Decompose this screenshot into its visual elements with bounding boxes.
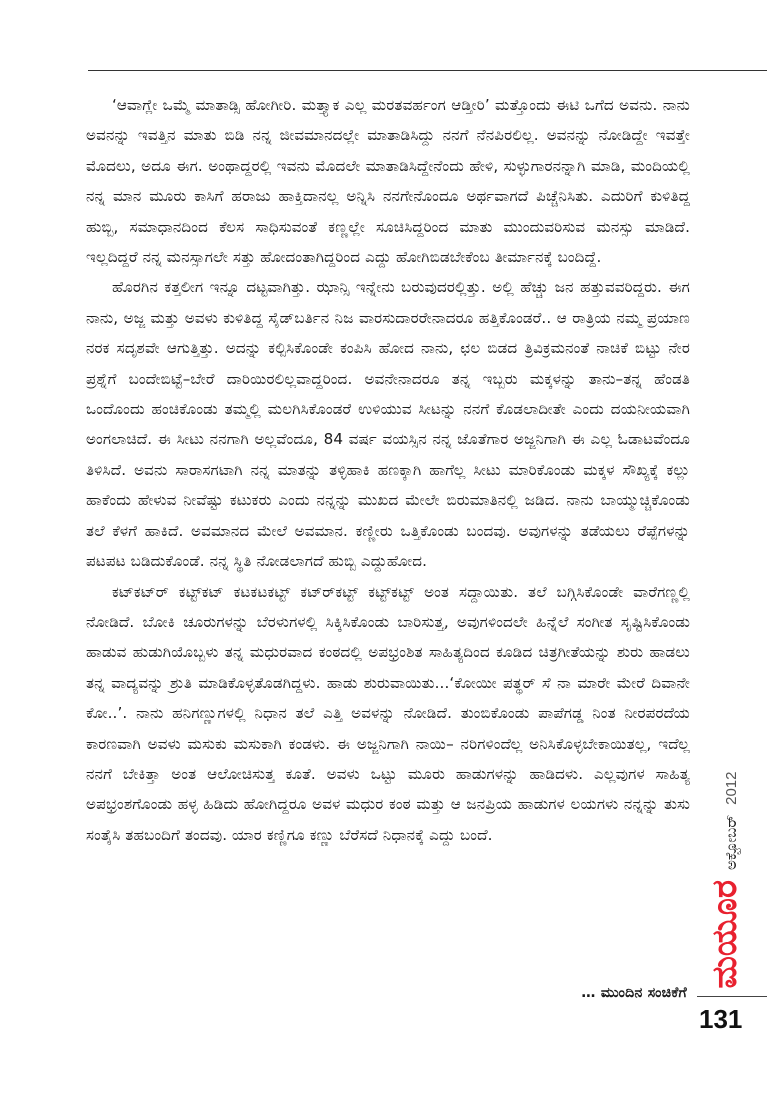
top-rule [88,70,767,71]
paragraph-2: ಹೊರಗಿನ ಕತ್ತಲೀಗ ಇನ್ನೂ ದಟ್ಟವಾಗಿತ್ತು. ಝಾನ್ಸಿ ಇನ್ನೇನು ಬರುವುದರಲ್ಲಿತ್ತು. ಅಲ್ಲಿ ಹೆಚ್ಚು ಜನ ಹತ್ತುವವರಿದ್ದರು. ಈಗ ನಾನು, ಅಜ್ಜ ಮತ್ತು ಅವಳು ಕುಳಿತಿದ್ದ ಸೈಡ್‌ಬರ್ತಿನ ನಿಜ ವಾರಸುದಾರರೇನಾದರೂ ಹತ್ತಿಕೊಂಡರೆ.. ಆ ರಾತ್ರಿಯ ನಮ್ಮ ಪ್ರಯಾಣ ನರಕ ಸದೃಶವೇ ಆಗುತ್ತಿತ್ತು. ಅದನ್ನು ಕಲ್ಪಿಸಿಕೊಂಡೇ ಕಂಪಿಸಿ ಹೋದ ನಾನು, ಛಲ ಬಿಡದ ತ್ರಿವಿಕ್ರಮನಂತೆ ನಾಚಿಕೆ ಬಿಟ್ಟು ನೇರ ಪ್ರಶ್ನೆಗೆ ಬಂದೇಬಿಟ್ಟೆ–ಬೇರೆ ದಾರಿಯಿರಲಿಲ್ಲವಾದ್ದರಿಂದ. ಅವನೇನಾದರೂ ತನ್ನ ಇಬ್ಬರು ಮಕ್ಕಳನ್ನು ತಾನು–ತನ್ನ ಹೆಂಡತಿ ಒಂದೊಂದು ಹಂಚಿಕೊಂಡು ತಮ್ಮಲ್ಲಿ ಮಲಗಿಸಿಕೊಂಡರೆ ಉಳಿಯುವ ಸೀಟನ್ನು ನನಗೆ ಕೊಡಲಾದೀತೇ ಎಂದು ದಯನೀಯವಾಗಿ ಅಂಗಲಾಚಿದೆ. ಈ ಸೀಟು ನನಗಾಗಿ ಅಲ್ಲವೆಂದೂ, 84 ವರ್ಷ ವಯಸ್ಸಿನ ನನ್ನ ಜೊತೆಗಾರ ಅಜ್ಜನಿಗಾಗಿ ಈ ಎಲ್ಲ ಓಡಾಟವೆಂದೂ ತಿಳಿಸಿದೆ. ಅವನು ಸಾರಾಸಗಟಾಗಿ ನನ್ನ ಮಾತನ್ನು ತಳ್ಳಿಹಾಕಿ ಹಣಕ್ಕಾಗಿ ಹಾಗೆಲ್ಲ ಸೀಟು ಮಾರಿಕೊಂಡು ಮಕ್ಕಳ ಸೌಖ್ಯಕ್ಕೆ ಕಲ್ಲು ಹಾಕೆಂದು ಹೇಳುವ ನೀವೆಷ್ಟು ಕಟುಕರು ಎಂದು ನನ್ನನ್ನು ಮುಖದ ಮೇಲೇ ಬಿರುಮಾತಿನಲ್ಲಿ ಜಡಿದ. ನಾನು ಬಾಯ್ಮುಚ್ಚಿಕೊಂಡು ತಲೆ ಕೆಳಗೆ ಹಾಕಿದೆ. ಅವಮಾನದ ಮೇಲೆ ಅವಮಾನ. ಕಣ್ಣೀರು ಒತ್ತಿಕೊಂಡು ಬಂದವು. ಅವುಗಳನ್ನು ತಡೆಯಲು ರೆಪ್ಪೆಗಳನ್ನು ಪಟಪಟ ಬಡಿದುಕೊಂಡೆ. ನನ್ನ ಸ್ಥಿತಿ ನೋಡಲಾಗದೆ ಹುಬ್ಬಿ ಎದ್ದುಹೋದ. [86,278,690,571]
issue-year: 2012 [723,771,740,805]
magazine-title: ಮಯೂರ [705,880,745,989]
issue-month: ಅಕ್ಟೋಬರ್ [722,814,740,871]
magazine-masthead [695,770,755,990]
page-number-rule [697,996,767,997]
paragraph-1: ‘ಆವಾಗ್ಲೇ ಒಮ್ಮೆ ಮಾತಾಡ್ಸಿ ಹೋಗೀರಿ. ಮತ್ತ್ಯಾಕ ಎಲ್ಲ ಮರತವರ್ಹಂಗ ಆಡ್ತೀರಿ’ ಮತ್ತೊಂದು ಈಟಿ ಒಗೆದ ಅವನು. ನಾನು ಅವನನ್ನು ಇವತ್ತಿನ ಮಾತು ಬಿಡಿ ನನ್ನ ಜೀವಮಾನದಲ್ಲೇ ಮಾತಾಡಿಸಿದ್ದು ನನಗೆ ನೆನಪಿರಲಿಲ್ಲ. ಅವನನ್ನು ನೋಡಿದ್ದೇ ಇವತ್ತೇ ಮೊದಲು, ಅದೂ ಈಗ. ಅಂಥಾದ್ದರಲ್ಲಿ ಇವನು ಮೊದಲೇ ಮಾತಾಡಿಸಿದ್ದೇನೆಂದು ಹೇಳಿ, ಸುಳ್ಳುಗಾರನನ್ನಾಗಿ ಮಾಡಿ, ಮಂದಿಯಲ್ಲಿ ನನ್ನ ಮಾನ ಮೂರು ಕಾಸಿಗೆ ಹರಾಜು ಹಾಕ್ತಿದಾನಲ್ಲ ಅನ್ನಿಸಿ ನನಗೇನೊಂದೂ ಅರ್ಥವಾಗದೆ ಪಿಚ್ಚೆನಿಸಿತು. ಎದುರಿಗೆ ಕುಳಿತಿದ್ದ ಹುಬ್ಬಿ, ಸಮಾಧಾನದಿಂದ ಕೆಲಸ ಸಾಧಿಸುವಂತೆ ಕಣ್ಣಲ್ಲೇ ಸೂಚಿಸಿದ್ದರಿಂದ ಮಾತು ಮುಂದುವರಿಸುವ ಮನಸ್ಸು ಮಾಡಿದೆ. ಇಲ್ಲದಿದ್ದರೆ ನನ್ನ ಮನಸ್ಸಾಗಲೇ ಸತ್ತು ಹೋದಂತಾಗಿದ್ದರಿಂದ ಎದ್ದು ಹೋಗಿಬಿಡಬೇಕೆಂಬ ತೀರ್ಮಾನಕ್ಕೆ ಬಂದಿದ್ದೆ. [86,96,690,267]
page-number: 131 [699,1004,743,1034]
article-body [86,90,690,850]
continued-next-issue: … ಮುಂದಿನ ಸಂಚಿಕೆಗೆ [581,985,687,1001]
paragraph-3: ಕಟ್‌ಕಟ್‌ರ್ ಕಟ್ಟ್‌ಕಟ್ ಕಟಕಟಕಟ್ಟ್ ಕಟ್‌ರ್‌ಕಟ್ಟ್ ಕಟ್ಟ್‌ಕಟ್ಟ್ ಅಂತ ಸದ್ದಾಯಿತು. ತಲೆ ಬಗ್ಗಿಸಿಕೊಂಡೇ ವಾರೆಗಣ್ಣಲ್ಲಿ ನೋಡಿದೆ. ಬೋಕಿ ಚೂರುಗಳನ್ನು ಬೆರಳುಗಳಲ್ಲಿ ಸಿಕ್ಕಿಸಿಕೊಂಡು ಬಾರಿಸುತ್ತ, ಅವುಗಳಿಂದಲೇ ಹಿನ್ನೆಲೆ ಸಂಗೀತ ಸೃಷ್ಟಿಸಿಕೊಂಡು ಹಾಡುವ ಹುಡುಗಿಯೊಬ್ಬಳು ತನ್ನ ಮಧುರವಾದ ಕಂಠದಲ್ಲಿ ಅಪಭ್ರಂಶಿತ ಸಾಹಿತ್ಯದಿಂದ ಕೂಡಿದ ಚಿತ್ರಗೀತೆಯನ್ನು ಶುರು ಹಾಡಲು ತನ್ನ ವಾದ್ಯವನ್ನು ಶ್ರುತಿ ಮಾಡಿಕೊಳ್ಳತೊಡಗಿದ್ದಳು. ಹಾಡು ಶುರುವಾಯಿತು...‘ಕೋಯೀ ಪತ್ಥರ್ ಸೆ ನಾ ಮಾರೇ ಮೇರೆ ದಿವಾನೇ ಕೋ..’. ನಾನು ಹನಿಗಣ್ಣುಗಳಲ್ಲಿ ನಿಧಾನ ತಲೆ ಎತ್ತಿ ಅವಳನ್ನು ನೋಡಿದೆ. ತುಂಬಿಕೊಂಡು ಪಾಪೆಗಡ್ಡ ನಿಂತ ನೀರಪರದೆಯ ಕಾರಣವಾಗಿ ಅವಳು ಮಸುಕು ಮಸುಕಾಗಿ ಕಂಡಳು. ಈ ಅಜ್ಜನಿಗಾಗಿ ನಾಯಿ– ನರಿಗಳಿಂದೆಲ್ಲ ಅನಿಸಿಕೊಳ್ಳಬೇಕಾಯಿತಲ್ಲ, ಇದೆಲ್ಲ ನನಗೆ ಬೇಕಿತ್ತಾ ಅಂತ ಆಲೋಚಿಸುತ್ತ ಕೂತೆ. ಅವಳು ಒಟ್ಟು ಮೂರು ಹಾಡುಗಳನ್ನು ಹಾಡಿದಳು. ಎಲ್ಲವುಗಳ ಸಾಹಿತ್ಯ ಅಪಭ್ರಂಶಗೊಂಡು ಹಳ್ಳ ಹಿಡಿದು ಹೋಗಿದ್ದರೂ ಅವಳ ಮಧುರ ಕಂಠ ಮತ್ತು ಆ ಜನಪ್ರಿಯ ಹಾಡುಗಳ ಲಯಗಳು ನನ್ನನ್ನು ತುಸು ಸಂತೈಸಿ ತಹಬಂದಿಗೆ ತಂದವು. ಯಾರ ಕಣ್ಣಿಗೂ ಕಣ್ಣು ಬೆರೆಸದೆ ನಿಧಾನಕ್ಕೆ ಎದ್ದು ಬಂದೆ. [86,582,690,844]
